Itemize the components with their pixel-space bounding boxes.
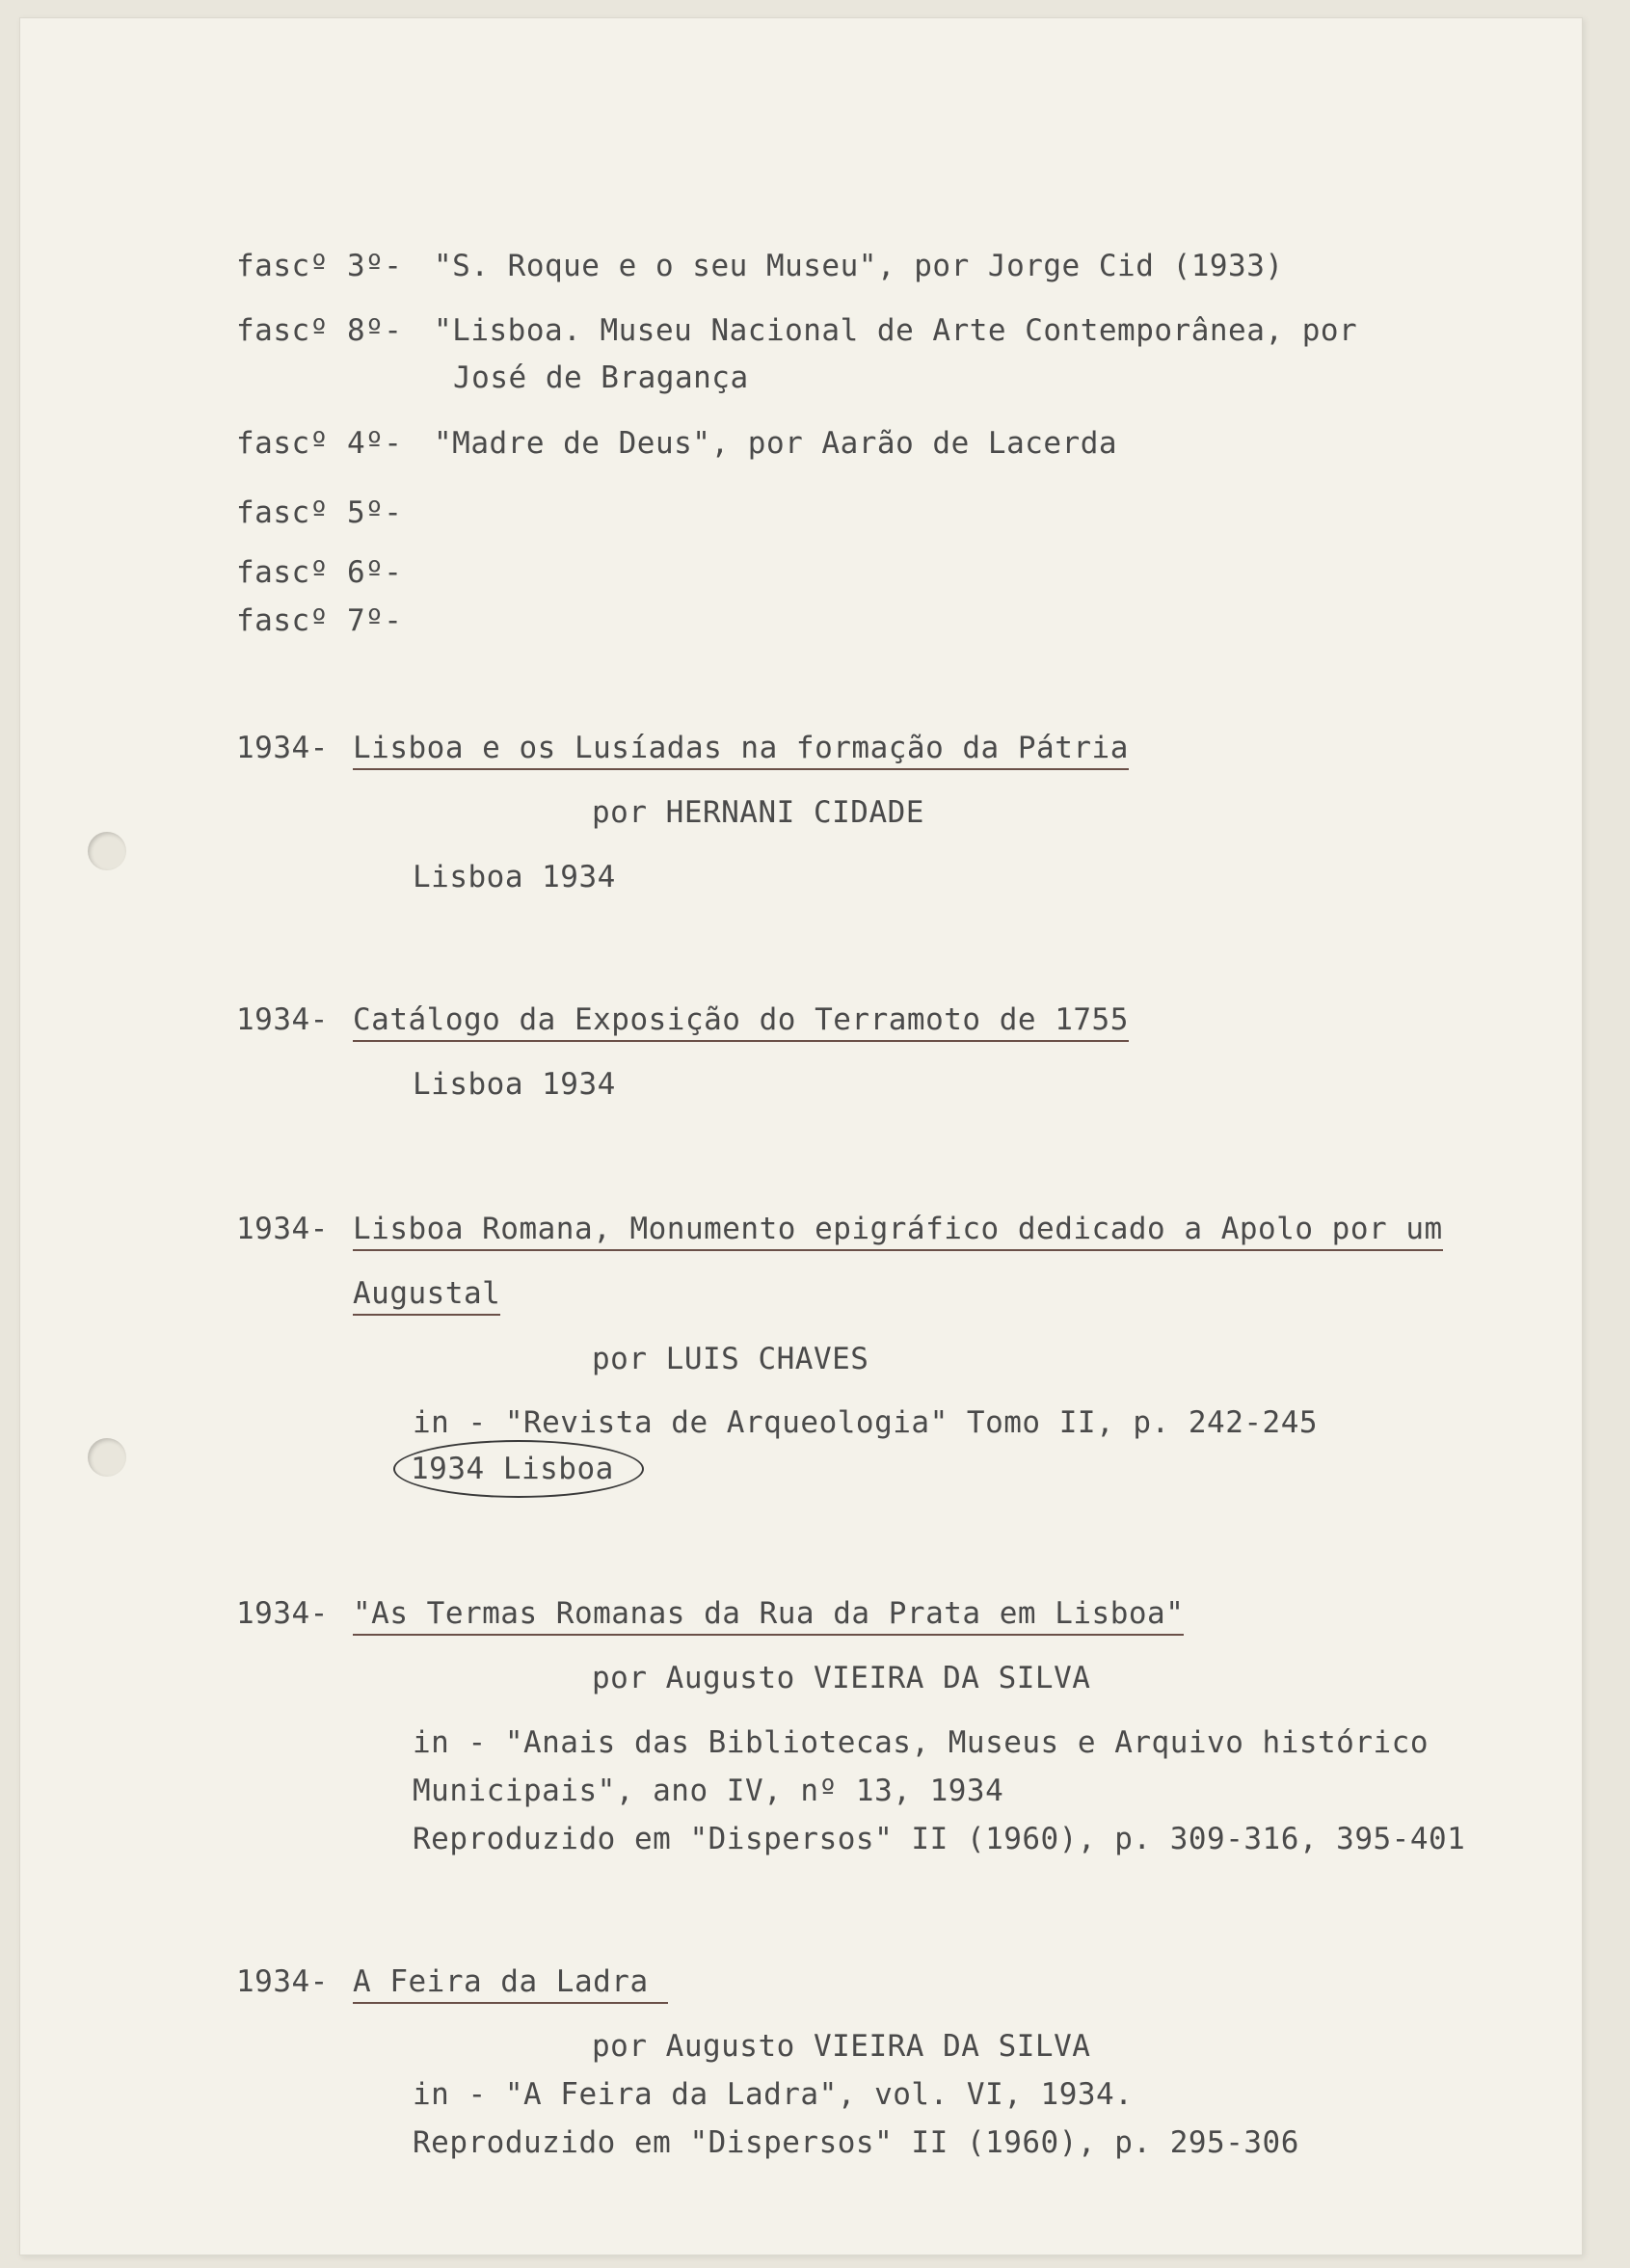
punch-hole-bottom xyxy=(88,1438,126,1477)
fasc-label: fascº 4º- xyxy=(236,426,403,461)
entry-place: Lisboa 1934 xyxy=(413,1067,616,1102)
entry-year: 1934- xyxy=(236,1596,329,1631)
fasc-text: "S. Roque e o seu Museu", por Jorge Cid (1933) xyxy=(434,249,1284,283)
entry-source: in - "A Feira da Ladra", vol. VI, 1934. xyxy=(413,2077,1134,2112)
entry-author: por Augusto VIEIRA DA SILVA xyxy=(592,1661,1091,1695)
handwritten-circle xyxy=(393,1440,644,1498)
entry-year: 1934- xyxy=(236,731,329,765)
entry-author: por HERNANI CIDADE xyxy=(592,795,924,830)
fasc-text: "Madre de Deus", por Aarão de Lacerda xyxy=(434,426,1118,461)
typed-page xyxy=(19,17,1583,2255)
entry-source: in - "Revista de Arqueologia" Tomo II, p. 242-245 xyxy=(413,1405,1319,1440)
fasc-label: fascº 5º- xyxy=(236,495,403,530)
entry-title: Catálogo da Exposição do Terramoto de 1755 xyxy=(353,1002,1129,1042)
entry-title: Lisboa Romana, Monumento epigráfico dedicado a Apolo por um xyxy=(353,1212,1443,1251)
fasc-text-continued: José de Bragança xyxy=(453,360,749,395)
entry-title-continued: Augustal xyxy=(353,1276,500,1316)
entry-title: A Feira da Ladra xyxy=(353,1964,668,2004)
entry-author: por LUIS CHAVES xyxy=(592,1342,869,1376)
entry-reproduction: Reproduzido em "Dispersos" II (1960), p. 295-306 xyxy=(413,2125,1299,2160)
fasc-label: fascº 3º- xyxy=(236,249,403,283)
entry-reproduction: Reproduzido em "Dispersos" II (1960), p. 309-316, 395-401 xyxy=(413,1822,1466,1856)
entry-place: Lisboa 1934 xyxy=(413,860,616,894)
entry-title: "As Termas Romanas da Rua da Prata em Lisboa" xyxy=(353,1596,1184,1636)
entry-year: 1934- xyxy=(236,1002,329,1037)
punch-hole-top xyxy=(88,832,126,870)
fasc-text: "Lisboa. Museu Nacional de Arte Contemporânea, por xyxy=(434,313,1358,348)
entry-source: in - "Anais das Bibliotecas, Museus e Arquivo histórico xyxy=(413,1725,1429,1760)
handwritten-circled-note: 1934 Lisboa xyxy=(411,1452,614,1486)
entry-year: 1934- xyxy=(236,1964,329,1999)
entry-author: por Augusto VIEIRA DA SILVA xyxy=(592,2029,1091,2064)
fasc-label: fascº 8º- xyxy=(236,313,403,348)
fasc-label: fascº 6º- xyxy=(236,555,403,590)
entry-title: Lisboa e os Lusíadas na formação da Pátria xyxy=(353,731,1129,770)
entry-source-continued: Municipais", ano IV, nº 13, 1934 xyxy=(413,1774,1004,1808)
fasc-label: fascº 7º- xyxy=(236,603,403,638)
entry-year: 1934- xyxy=(236,1212,329,1246)
